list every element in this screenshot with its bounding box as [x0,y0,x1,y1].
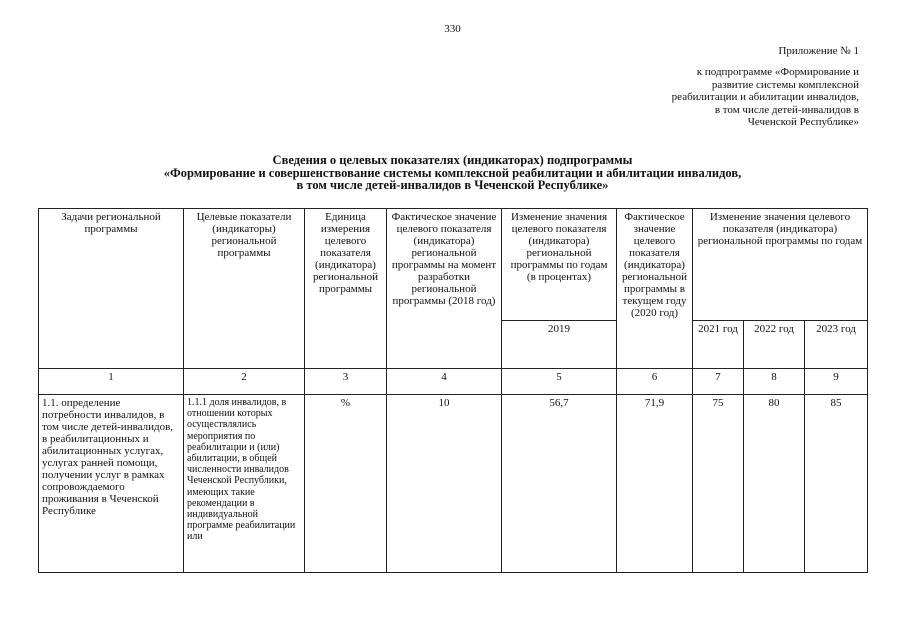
header-fact-2018: Фактическое значение целевого показателя (индикатора) региональной программы на момент разработки региональной программы (2018 год) [387,209,502,369]
row-value-2020: 71,9 [617,395,693,573]
header-indicators: Целевые показатели (индикаторы) региональной программы [184,209,305,369]
header-change-by-years: Изменение значения целевого показателя (индикатора) региональной программы по годам [693,209,868,321]
header-tasks: Задачи региональной программы [39,209,184,369]
row-unit: % [305,395,387,573]
row-value-2018: 10 [387,395,502,573]
row-value-2021: 75 [693,395,744,573]
column-number: 2 [184,369,305,395]
header-year-2022: 2022 год [744,321,805,369]
page-number: 330 [444,23,461,35]
header-year-2019: 2019 [502,321,617,369]
row-task: 1.1. определение потребности инвалидов, в том числе детей-инвалидов, в реабилитационных и абилитационных услугах, услугах ранней помощи, получении услуг в рамках сопровождаемого проживания в Чеченской Республике [39,395,184,573]
column-number: 5 [502,369,617,395]
column-number: 7 [693,369,744,395]
appendix-title: Приложение № 1 [778,45,859,57]
header-change-percent: Изменение значения целевого показателя (индикатора) региональной программы по годам (в процентах) [502,209,617,321]
document-title: Сведения о целевых показателях (индикаторах) подпрограммы «Формирование и совершенствование системы комплексной реабилитации и абилитации инвалидов, в том числе детей-инвалидов в Чеченской Республике» [163,153,742,192]
table-row [39,395,868,573]
column-number: 8 [744,369,805,395]
header-fact-2020: Фактическое значение целевого показателя (индикатора) региональной программы в текущем году (2020 год) [617,209,693,369]
row-indicator: 1.1.1 доля инвалидов, в отношении которых осуществлялись мероприятия по реабилитации и (или) абилитации, в общей численности инвалидов Чеченской Республики, имеющих такие рекомендации в индивидуальной программе реабилитации или [184,395,305,573]
column-number: 1 [39,369,184,395]
row-value-2023: 85 [805,395,868,573]
column-number: 3 [305,369,387,395]
header-unit: Единица измерения целевого показателя (индикатора) региональной программы [305,209,387,369]
row-value-2022: 80 [744,395,805,573]
row-change-2019: 56,7 [502,395,617,573]
column-number: 6 [617,369,693,395]
column-number: 4 [387,369,502,395]
header-year-2023: 2023 год [805,321,868,369]
column-number: 9 [805,369,868,395]
appendix-subtitle: к подпрограмме «Формирование и развитие системы комплексной реабилитации и абилитации инвалидов, в том числе детей-инвалидов в Чеченской Республике» [671,66,859,128]
indicators-table [38,208,868,573]
header-year-2021: 2021 год [693,321,744,369]
